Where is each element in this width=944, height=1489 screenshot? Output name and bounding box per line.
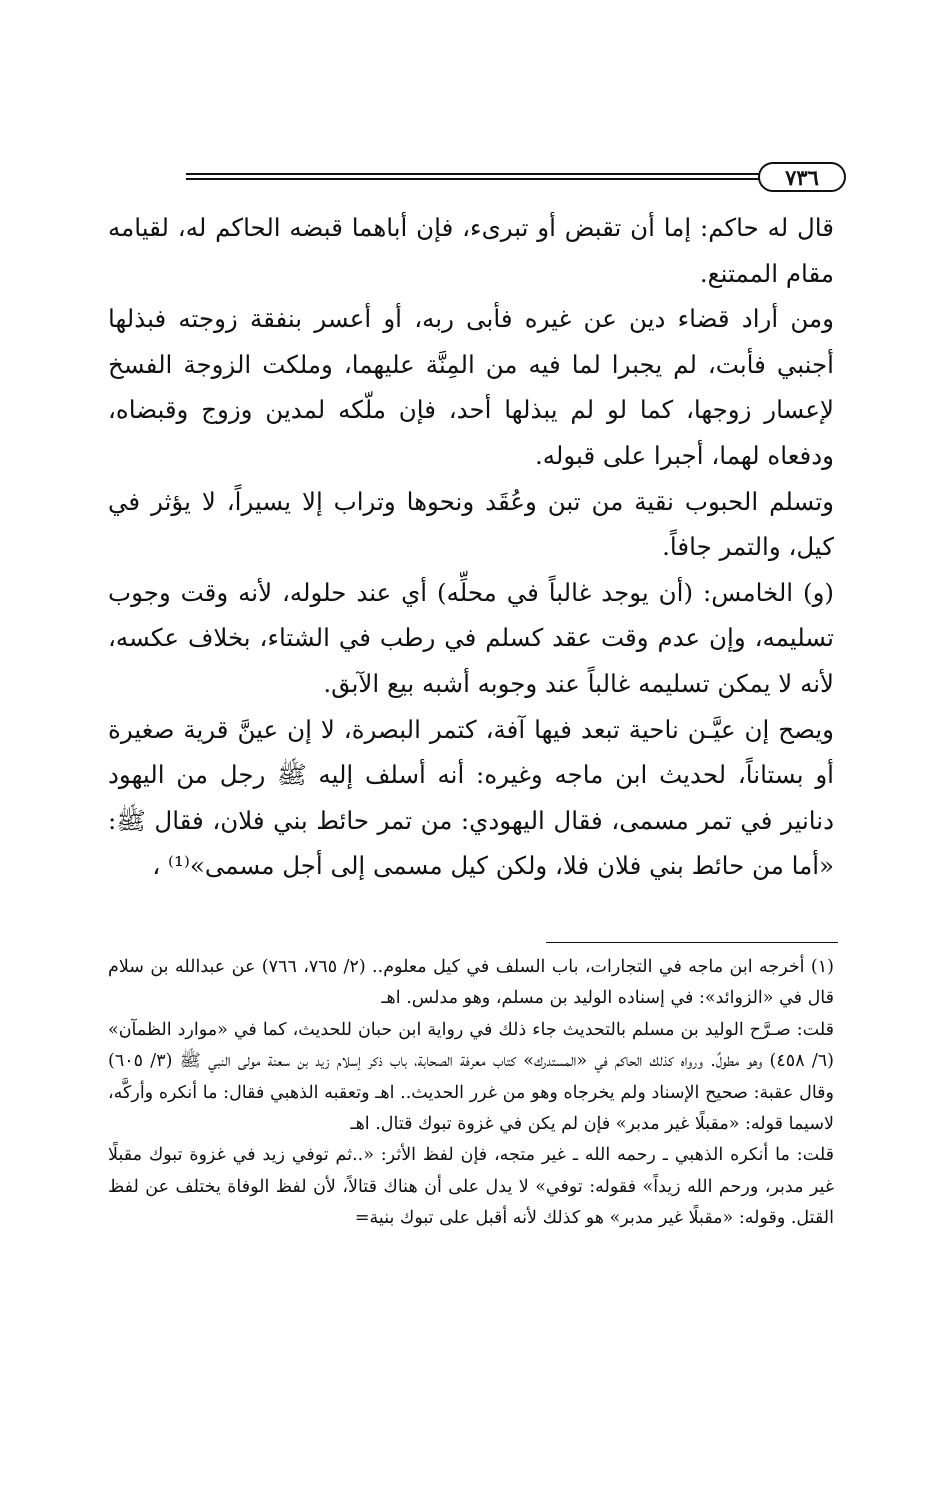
main-paragraph: قال له حاكم: إما أن تقبض أو تبرىء، فإن أباهما قبضه الحاكم له، لقيامه مقام الممتنع. bbox=[108, 213, 834, 288]
header-double-rule bbox=[186, 173, 760, 180]
main-paragraph: ويصح إن عيَّـن ناحية تبعد فيها آفة، كتمر البصرة، لا إن عينَّ قرية صغيرة أو بستاناً، لحديث ابن ماجه وغيره: أنه أسلف إليه ﷺ رجل من اليهود دنانير في تمر مسمى، فقال اليهودي: من تمر حائط بني فلان، فقال ﷺ: «أما من حائط بني فلان فلا، ولكن كيل مسمى إلى أجل مسمى»⁽¹⁾ ، bbox=[108, 714, 834, 881]
main-text-body bbox=[108, 205, 834, 889]
main-paragraph: وتسلم الحبوب نقية من تبن وعُقَد ونحوها وتراب إلا يسيراً، لا يؤثر في كيل، والتمر جافاً. bbox=[108, 486, 834, 562]
page-number: ٧٣٦ bbox=[758, 162, 846, 192]
footnote-paragraph: (١) أخرجه ابن ماجه في التجارات، باب السلف في كيل معلوم.. (٢/ ٧٦٥، ٧٦٦) عن عبدالله بن سلام قال في «الزوائد»: في إسناده الوليد بن مسلم، وهو مدلس. اهـ bbox=[108, 957, 834, 1009]
page-header bbox=[186, 160, 846, 196]
footnote-paragraph: قلت: ما أنكره الذهبي ـ رحمه الله ـ غير متجه، فإن لفظ الأثر: «..ثم توفي زيد في غزوة تبوك مقبلًا غير مدبر، ورحم الله زيداً» فقوله: توفي» لا يدل على أن هناك قتالاً، لأن لفظ الوفاة يختلف عن لفظ القتل. وقوله: «مقبلًا غير مدبر» هو كذلك لأنه أقبل على تبوك بنية= bbox=[108, 1145, 834, 1229]
footnote-separator bbox=[546, 942, 838, 943]
footnote-paragraph: قلت: صـرَّح الوليد بن مسلم بالتحديث جاء ذلك في رواية ابن حبان للحديث، كما في «موارد الظمآن» (٦/ ٤٥٨) وهو مطولٌ. ورواه كذلك الحاكم في «المستدرك» كتاب معرفة الصحابة، باب ذكر إسلام زيد بن سعنة مولى النبي ﷺ (٣/ ٦٠٥) وقال عقبة: صحيح الإسناد ولم يخرجاه وهو من غرر الحديث.. اهـ وتعقبه الذهبي فقال: ما أنكره وأركَّه، لاسيما قوله: «مقبلًا غير مدبر» فإن لم يكن في غزوة تبوك قتال. اهـ bbox=[108, 1019, 834, 1135]
main-paragraph: ومن أراد قضاء دين عن غيره فأبى ربه، أو أعسر بنفقة زوجته فبذلها أجنبي فأبت، لم يجبرا لما فيه من المِنَّة عليهما، وملكت الزوجة الفسخ لإعسار زوجها، كما لو لم يبذلها أحد، فإن ملّكه لمدين وزوج وقبضاه، ودفعاه لهما، أجبرا على قبوله. bbox=[108, 304, 834, 470]
main-paragraph: (و) الخامس: (أن يوجد غالباً في محلِّه) أي عند حلوله، لأنه وقت وجوب تسليمه، وإن عدم وقت عقد كسلم في رطب في الشتاء، بخلاف عكسه، لأنه لا يمكن تسليمه غالباً عند وجوبه أشبه بيع الآبق. bbox=[108, 577, 834, 698]
footnotes-section bbox=[108, 952, 834, 1235]
